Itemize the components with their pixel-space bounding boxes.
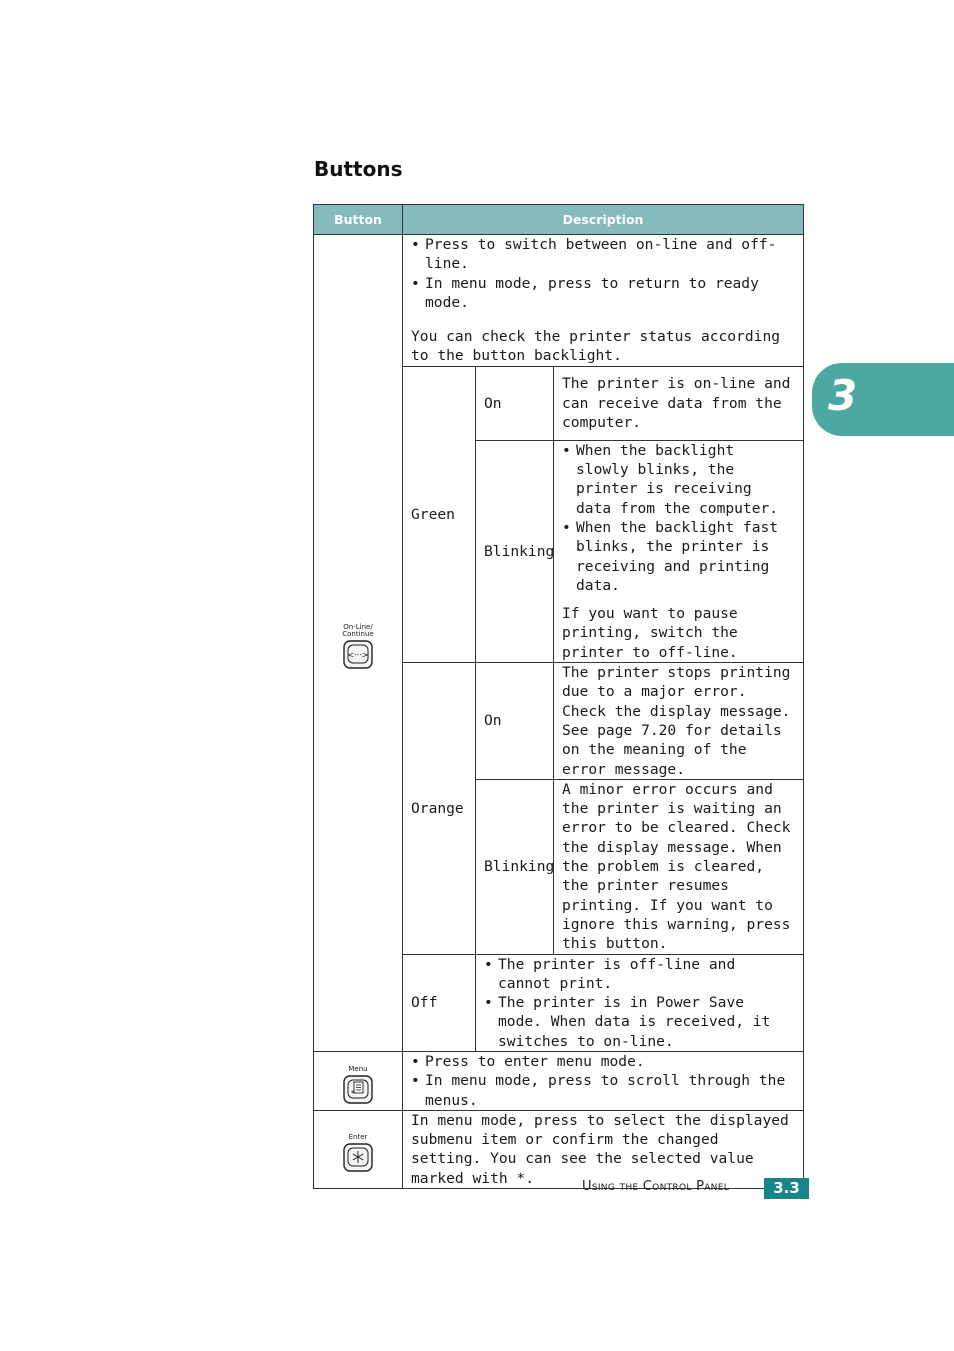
svg-text:*: * — [351, 1088, 355, 1098]
list-item: • The printer is off-line and cannot print. — [484, 955, 736, 992]
green-blinking-desc — [554, 440, 804, 662]
orange-label: Orange — [403, 663, 476, 954]
header-description: Description — [403, 205, 804, 235]
table-header-row — [314, 205, 804, 235]
page-number: 3.3 — [764, 1178, 809, 1199]
list-item: • In menu mode, press to scroll through the menus. — [411, 1072, 786, 1109]
off-desc — [476, 954, 804, 1051]
menu-desc — [403, 1051, 804, 1110]
enter-desc: In menu mode, press to select the displayed submenu item or confirm the changed setting. You can see the selected value marked with *. — [403, 1110, 804, 1188]
svg-text:<···>: <···> — [347, 650, 369, 660]
section-title: Buttons — [314, 157, 403, 181]
buttons-table — [313, 204, 804, 1189]
list-item: • Press to switch between on-line and off-line. — [411, 236, 777, 273]
chapter-tab — [812, 363, 954, 436]
table-row — [314, 1110, 804, 1188]
orange-on-label: On — [476, 663, 554, 780]
footer-chapter-title — [582, 1179, 729, 1194]
orange-blinking-label: Blinking — [476, 779, 554, 954]
green-blinking-label: Blinking — [476, 440, 554, 662]
orange-blinking-desc: A minor error occurs and the printer is waiting an error to be cleared. Check the display message. When the problem is cleared, the printer resumes printing. If you want to ignore this warning, press this button. — [554, 779, 804, 954]
list-item: • The printer is in Power Save mode. When data is received, it switches to on-line. — [484, 994, 771, 1050]
list-item: • Press to enter menu mode. — [411, 1052, 645, 1070]
list-item: • In menu mode, press to return to ready mode. — [411, 274, 759, 311]
online-continue-button-icon — [342, 624, 374, 670]
green-label: Green — [403, 366, 476, 662]
online-intro-cell — [403, 235, 804, 367]
enter-button-cell — [314, 1110, 403, 1188]
green-blinking-note: If you want to pause printing, switch the printer to off-line. — [562, 605, 738, 661]
table-row — [314, 1051, 804, 1110]
icon-label: On-Line/ — [343, 623, 373, 632]
menu-button-icon — [342, 1066, 374, 1105]
icon-label: Continue — [342, 630, 374, 639]
off-label: Off — [403, 954, 476, 1051]
icon-label: Menu — [348, 1064, 368, 1073]
header-button: Button — [314, 205, 403, 235]
chapter-number: 3 — [828, 371, 858, 420]
list-item: • When the backlight slowly blinks, the printer is receiving data from the computer. — [562, 441, 779, 517]
list-item: • When the backlight fast blinks, the printer is receiving and printing data. — [562, 518, 779, 594]
online-arrows-icon — [342, 638, 374, 670]
green-on-desc: The printer is on-line and can receive data from the computer. — [554, 366, 804, 440]
asterisk-icon — [342, 1141, 374, 1173]
table-row — [314, 235, 804, 367]
online-button-cell — [314, 235, 403, 1052]
intro-note: You can check the printer status according to the button backlight. — [411, 328, 781, 365]
menu-button-cell — [314, 1051, 403, 1110]
icon-label: Enter — [348, 1133, 368, 1142]
menu-list-icon — [342, 1073, 374, 1105]
footer-text: Using the Control Panel — [582, 1179, 730, 1194]
orange-on-desc: The printer stops printing due to a major error. Check the display message. See page 7.20 for details on the meaning of the error message. — [554, 663, 804, 780]
enter-button-icon — [342, 1134, 374, 1173]
green-on-label: On — [476, 366, 554, 440]
